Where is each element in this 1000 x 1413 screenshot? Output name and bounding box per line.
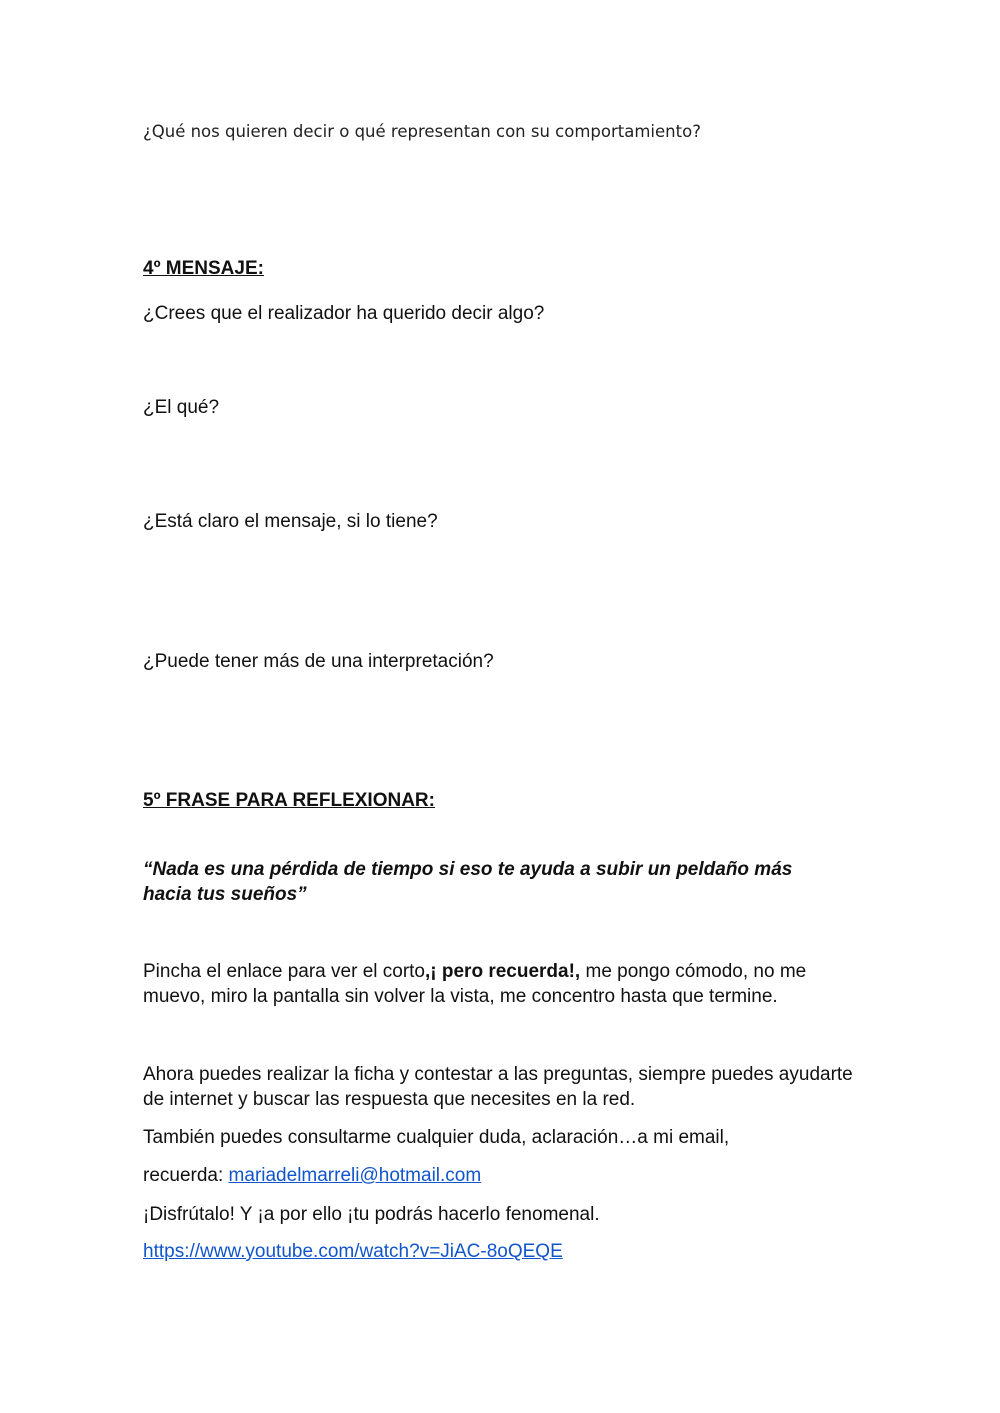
video-link[interactable]: https://www.youtube.com/watch?v=JiAC-8oQEQE (143, 1241, 563, 1262)
section-4-heading: 4º MENSAJE: (143, 258, 264, 279)
question-message-clear: ¿Está claro el mensaje, si lo tiene? (143, 511, 438, 532)
question-interpretation: ¿Puede tener más de una interpretación? (143, 651, 494, 672)
instructions-enjoy: ¡Disfrútalo! Y ¡a por ello ¡tu podrás hacerlo fenomenal. (143, 1204, 600, 1225)
section-5-heading: 5º FRASE PARA REFLEXIONAR: (143, 790, 435, 811)
watch-text-start: Pincha el enlace para ver el corto (143, 961, 425, 982)
question-director-intent: ¿Crees que el realizador ha querido decir algo? (143, 303, 545, 324)
instructions-paragraph-worksheet: Ahora puedes realizar la ficha y contestar a las preguntas, siempre puedes ayudarte de internet y buscar las respuesta que necesites en la red. (143, 1064, 853, 1110)
email-label: recuerda: (143, 1165, 229, 1186)
instructions-contact: También puedes consultarme cualquier duda, aclaración…a mi email, (143, 1127, 730, 1148)
email-link[interactable]: mariadelmarreli@hotmail.com (228, 1165, 482, 1186)
video-link-line (143, 1240, 563, 1264)
instructions-paragraph-watch (143, 959, 863, 1009)
quote-line-1: “Nada es una pérdida de tiempo si eso te ayuda a subir un peldaño más (143, 859, 793, 880)
instructions-email-line (143, 1164, 481, 1188)
question-behavior-meaning: ¿Qué nos quieren decir o qué representan con su comportamiento? (143, 122, 701, 141)
watch-text-end: me pongo cómodo, no me muevo, miro la pantalla sin volver la vista, me concentro hasta que termine. (143, 961, 807, 1007)
question-what: ¿El qué? (143, 397, 220, 418)
watch-text-bold: ,¡ pero recuerda!, (425, 961, 581, 982)
quote-line-2: hacia tus sueños” (143, 884, 307, 905)
